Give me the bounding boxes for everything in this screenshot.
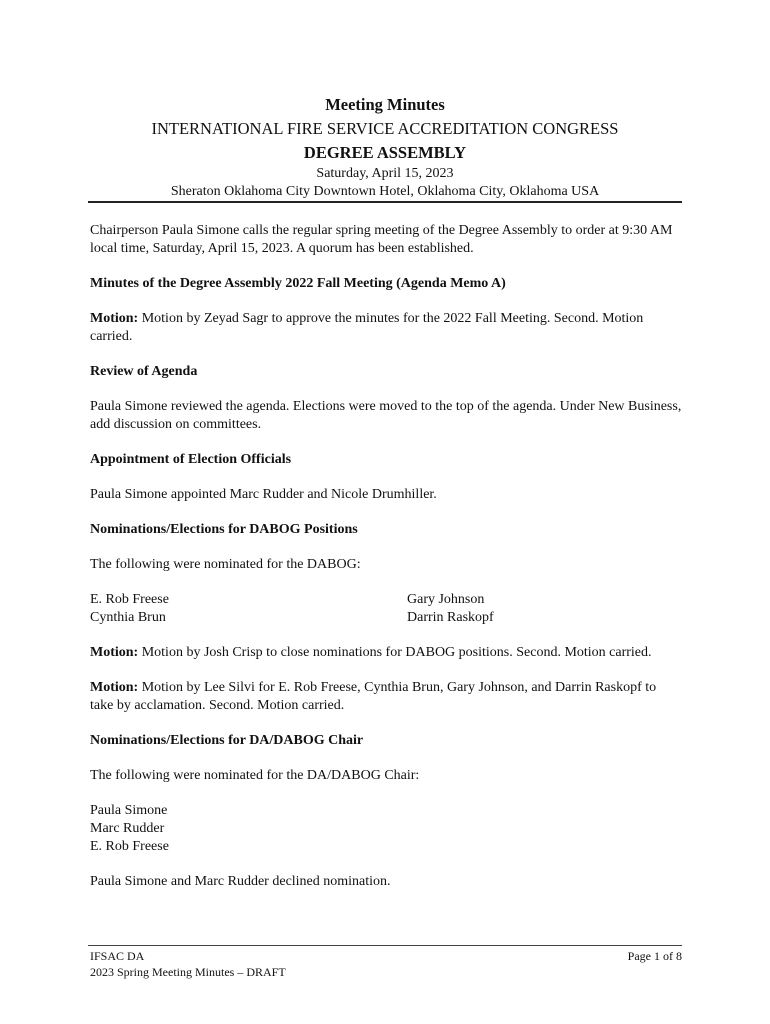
chair-intro-paragraph: The following were nominated for the DA/DABOG Chair:: [90, 768, 420, 783]
motion-close-nominations: [90, 644, 682, 662]
section-heading-dabog-nominations: Nominations/Elections for DABOG Positions: [90, 522, 358, 537]
motion-text: Motion by Josh Crisp to close nominations for DABOG positions. Second. Motion carried.: [138, 645, 652, 660]
footer-doc-title: 2023 Spring Meeting Minutes – DRAFT: [90, 965, 286, 979]
list-item: Paula Simone: [90, 803, 168, 818]
motion-text: Motion by Zeyad Sagr to approve the minutes for the 2022 Fall Meeting. Second. Motion carried.: [90, 311, 644, 344]
dabog-nominee-list: [90, 591, 682, 627]
list-item: E. Rob Freese: [90, 592, 169, 607]
document-body: [90, 222, 682, 908]
nominee-column-left: [90, 591, 407, 627]
list-item: E. Rob Freese: [90, 839, 169, 854]
dabog-intro-paragraph: The following were nominated for the DABOG:: [90, 557, 361, 572]
chair-nominee-list: [90, 802, 682, 856]
section-heading-prior-minutes: Minutes of the Degree Assembly 2022 Fall Meeting (Agenda Memo A): [90, 276, 506, 291]
list-item: Gary Johnson: [407, 592, 485, 607]
header-divider: [88, 201, 682, 203]
motion-text: Motion by Lee Silvi for E. Rob Freese, Cynthia Brun, Gary Johnson, and Darrin Raskopf to take by acclamation. Second. Motion carried.: [90, 680, 657, 713]
meeting-date: Saturday, April 15, 2023: [316, 166, 454, 181]
organization-name: INTERNATIONAL FIRE SERVICE ACCREDITATION CONGRESS: [151, 119, 619, 138]
motion-approve-minutes: [90, 310, 682, 346]
section-heading-review-agenda: Review of Agenda: [90, 364, 198, 379]
nominee-column-right: [407, 591, 494, 627]
footer-divider: [88, 945, 682, 946]
motion-label: Motion:: [90, 680, 139, 695]
list-item: Marc Rudder: [90, 821, 165, 836]
list-item: Darrin Raskopf: [407, 610, 494, 625]
list-item: Cynthia Brun: [90, 610, 166, 625]
footer-org: IFSAC DA: [90, 949, 145, 963]
motion-acclamation: [90, 679, 682, 715]
assembly-name: DEGREE ASSEMBLY: [303, 143, 467, 162]
declined-paragraph: Paula Simone and Marc Rudder declined nomination.: [90, 874, 391, 889]
meeting-venue: Sheraton Oklahoma City Downtown Hotel, Oklahoma City, Oklahoma USA: [170, 184, 600, 199]
officials-paragraph: Paula Simone appointed Marc Rudder and Nicole Drumhiller.: [90, 487, 437, 502]
motion-label: Motion:: [90, 645, 139, 660]
section-heading-election-officials: Appointment of Election Officials: [90, 452, 292, 467]
section-heading-chair-nominations: Nominations/Elections for DA/DABOG Chair: [90, 733, 364, 748]
motion-label: Motion:: [90, 311, 139, 326]
intro-paragraph: Chairperson Paula Simone calls the regular spring meeting of the Degree Assembly to order at 9:30 AM local time, Saturday, April 15, 2023. A quorum has been established.: [90, 223, 673, 256]
document-header: [88, 94, 682, 201]
page-footer: [90, 948, 682, 980]
page-number: Page 1 of 8: [627, 949, 682, 963]
document-title: Meeting Minutes: [325, 95, 445, 114]
agenda-paragraph: Paula Simone reviewed the agenda. Elections were moved to the top of the agenda. Under New Business, add discussion on committees.: [90, 399, 682, 432]
